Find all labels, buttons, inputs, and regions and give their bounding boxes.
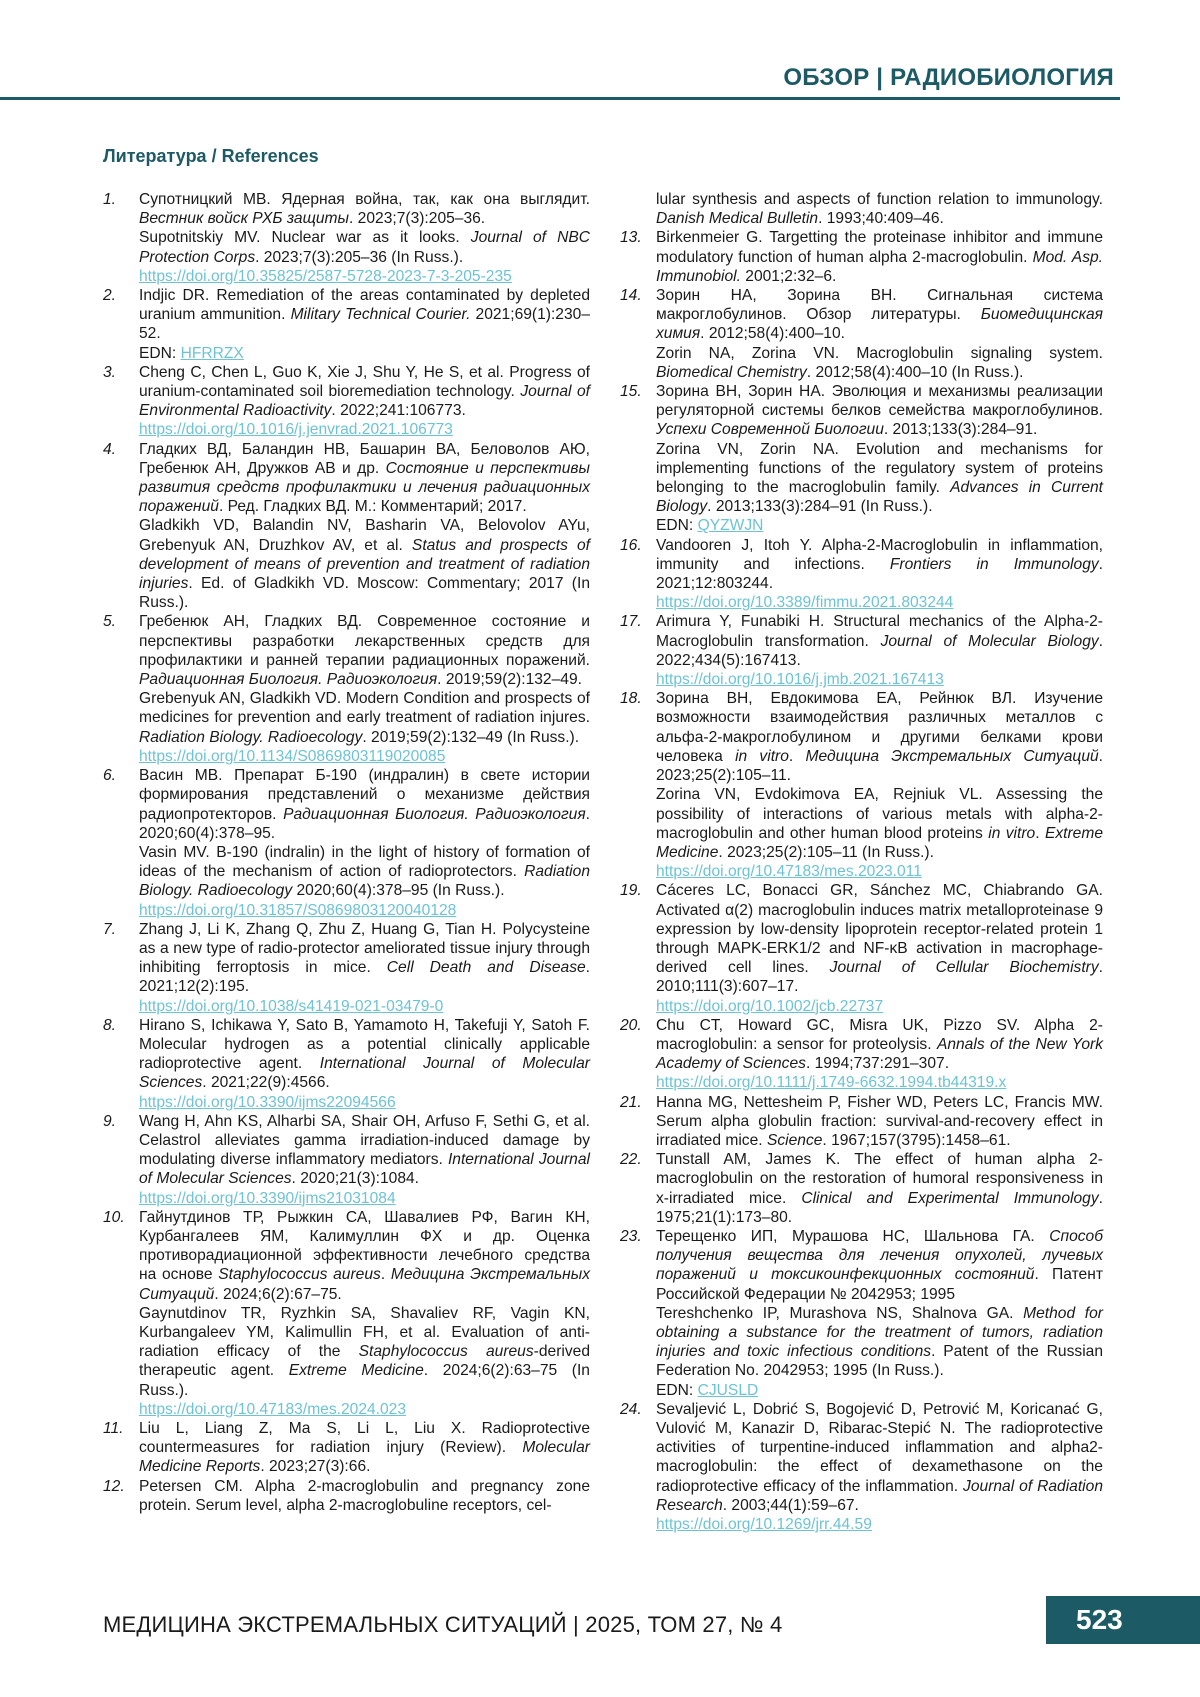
- reference-text: 2021;69(1):230–52.: [139, 306, 590, 343]
- reference-text: . Patent of the Russian Federation No. 2042953; 1995 (In Russ.).: [656, 1343, 1104, 1380]
- reference-body: [656, 1227, 1103, 1400]
- reference-text: -derived therapeutic agent.: [139, 1343, 590, 1380]
- reference-text: Indjic DR. Remediation of the areas contaminated by depleted uranium ammunition.: [139, 287, 590, 324]
- reference-item: [620, 1227, 1103, 1400]
- reference-number: 16.: [620, 536, 642, 554]
- reference-link[interactable]: QYZWJN: [697, 517, 764, 535]
- reference-number: 24.: [620, 1400, 642, 1418]
- reference-text: Chu CT, Howard GC, Misra UK, Pizzo SV. Alpha 2-macroglobulin: a sensor for proteolysis.: [656, 1016, 1103, 1053]
- reference-italic-text: Успехи Современной Биологии: [656, 421, 884, 439]
- reference-body: [656, 286, 1103, 382]
- reference-link[interactable]: HFRRZX: [180, 344, 244, 362]
- reference-number: 14.: [620, 287, 642, 305]
- reference-italic-text: Science: [766, 1131, 823, 1149]
- reference-italic-text: Danish Medical Bulletin: [656, 210, 819, 228]
- reference-number: 9.: [103, 1112, 117, 1130]
- reference-text: . 2012;58(4):400–10 (In Russ.).: [806, 363, 1024, 381]
- reference-text: Васин МВ. Препарат Б-190 (индралин) в свете истории формирования представлений о механизме действия радиопротекторов.: [139, 767, 590, 823]
- reference-text: Petersen CM. Alpha 2-macroglobulin and pregnancy zone protein. Serum level, alpha 2-macroglobuline receptors, cel-: [139, 1477, 590, 1514]
- reference-text: . 2023;25(2):105–11.: [656, 747, 1104, 785]
- reference-text: Tereshchenko IP, Murashova NS, Shalnova GA.: [656, 1304, 1024, 1322]
- reference-item: [103, 766, 590, 920]
- reference-text: Зорина ВН, Евдокимова ЕА, Рейнюк ВЛ. Изучение возможности взаимодействия различных металлов с альфа-2-макроглобулином и другими белками крови человека: [656, 690, 1103, 765]
- reference-text: . 2013;133(3):284–91 (In Russ.).: [707, 498, 933, 516]
- reference-italic-text: International Journal of Molecular Sciences: [139, 1151, 590, 1188]
- reference-item: [620, 382, 1103, 536]
- reference-italic-text: Состояние и перспективы развития средств профилактики и лечения радиационных поражений: [139, 459, 590, 516]
- reference-item: [620, 612, 1103, 689]
- reference-text: . 2021;12(2):195.: [139, 959, 591, 996]
- reference-text: . 2010;111(3):607–17.: [656, 959, 1103, 996]
- reference-text: . Ред. Гладких ВД. М.: Комментарий; 2017.: [218, 498, 527, 516]
- reference-link[interactable]: https://doi.org/10.1002/jcb.22737: [656, 997, 884, 1015]
- reference-number: 18.: [620, 690, 642, 708]
- page-number: 523: [1046, 1596, 1200, 1644]
- reference-number: 3.: [103, 363, 117, 381]
- reference-text: Hirano S, Ichikawa Y, Sato B, Yamamoto H, Takefuji Y, Satoh F. Molecular hydrogen as a potential clinically applicable radioprotective agent.: [139, 1016, 590, 1073]
- reference-item: [620, 286, 1103, 382]
- reference-link[interactable]: https://doi.org/10.1111/j.1749-6632.1994.tb44319.x: [656, 1074, 1007, 1092]
- reference-number: 21.: [620, 1093, 642, 1111]
- reference-body: [656, 1016, 1103, 1093]
- reference-text: 2001;2:32–6.: [740, 267, 837, 285]
- reference-continuation: [620, 190, 1103, 228]
- reference-number: 8.: [103, 1016, 117, 1034]
- reference-text: Grebenyuk AN, Gladkikh VD. Modern Condition and prospects of medicines for prevention and early treatment of radiation injures.: [139, 690, 590, 727]
- reference-text: . 2019;59(2):132–49.: [437, 671, 582, 689]
- reference-text: EDN:: [656, 1381, 698, 1399]
- reference-link[interactable]: CJUSLD: [697, 1381, 759, 1399]
- reference-italic-text: Вестник войск РХБ защиты: [139, 210, 350, 228]
- reference-text: . 2020;60(4):378–95.: [139, 805, 590, 842]
- reference-body: [139, 1419, 590, 1477]
- references-column-right: [620, 190, 1103, 1534]
- reference-item: [620, 536, 1103, 613]
- reference-body: [139, 1477, 590, 1515]
- reference-text: Cáceres LC, Bonacci GR, Sánchez MC, Chiabrando GA. Activated α(2) macroglobulin induces matrix metalloproteinase 9 expression by low-density lipoprotein receptor-related protein 1 through MAPK-ERK1/2 and NF-κB activation in macrophage-derived cell lines.: [656, 882, 1103, 977]
- reference-text: . 2023;27(3):66.: [260, 1458, 371, 1476]
- header-divider: [0, 97, 1120, 100]
- reference-italic-text: Биомедицинская химия: [656, 306, 1103, 343]
- reference-text: . 1994;737:291–307.: [805, 1055, 950, 1073]
- reference-item: [103, 1477, 590, 1515]
- reference-list-right: [620, 228, 1103, 1534]
- reference-text: Tunstall AM, James K. The effect of human alpha 2-macroglobulin on the restoration of humoral responsiveness in x-irradiated mice.: [656, 1151, 1103, 1207]
- reference-body: [139, 920, 590, 1016]
- reference-body: [139, 612, 590, 766]
- reference-item: [620, 689, 1103, 881]
- reference-text: . 2003;44(1):59–67.: [722, 1496, 859, 1514]
- reference-italic-text: Advances in Current Biology: [656, 479, 1104, 516]
- reference-italic-text: Annals of the New York Academy of Sciences: [656, 1035, 1103, 1073]
- reference-text: . Патент Российской Федерации № 2042953; 1995: [656, 1266, 1103, 1303]
- reference-number: 11.: [103, 1420, 124, 1437]
- reference-link[interactable]: https://doi.org/10.1038/s41419-021-03479-0: [139, 997, 444, 1015]
- reference-item: [620, 1093, 1103, 1151]
- reference-italic-text: Military Technical Courier.: [290, 306, 471, 324]
- reference-italic-text: Journal of Radiation Research: [656, 1477, 1103, 1514]
- reference-text: EDN:: [656, 517, 698, 535]
- reference-body: [139, 363, 590, 440]
- reference-text: . 2024;6(2):63–75 (In Russ.).: [139, 1362, 590, 1399]
- reference-italic-text: Staphylococcus aureus: [358, 1343, 534, 1361]
- reference-item: [103, 1112, 590, 1208]
- reference-item: [103, 920, 590, 1016]
- reference-number: 5.: [103, 613, 117, 631]
- reference-text: EDN:: [139, 344, 181, 362]
- reference-text: . 2021;12:803244.: [656, 555, 1104, 593]
- reference-italic-text: Frontiers in Immunology: [889, 555, 1099, 573]
- references-column-left: [103, 190, 590, 1515]
- reference-link[interactable]: https://doi.org/10.35825/2587-5728-2023-7-3-205-235: [139, 267, 512, 285]
- reference-italic-text: Journal of Molecular Biology: [880, 632, 1099, 650]
- reference-item: [103, 440, 590, 613]
- reference-body: [139, 1112, 590, 1208]
- reference-italic-text: Медицина Экстремальных Ситуаций: [805, 747, 1099, 765]
- reference-text: . 2023;25(2):105–11 (In Russ.).: [718, 843, 934, 861]
- reference-text: Liu L, Liang Z, Ma S, Li L, Liu X. Radioprotective countermeasures for radiation injury (Review).: [139, 1420, 590, 1457]
- reference-italic-text: Способ получения вещества для лечения опухолей, лучевых поражений и токсикоинфекционных состояний: [656, 1227, 1103, 1284]
- reference-text: Arimura Y, Funabiki H. Structural mechanics of the Alpha-2-Macroglobulin transformation.: [656, 613, 1103, 650]
- reference-italic-text: Staphylococcus aureus: [218, 1266, 381, 1284]
- reference-link[interactable]: https://doi.org/10.3389/fimmu.2021.803244: [656, 594, 954, 612]
- reference-italic-text: Journal of NBC Protection Corps: [139, 229, 590, 266]
- reference-number: 17.: [620, 613, 642, 631]
- reference-text: . 2024;6(2):67–75.: [214, 1285, 342, 1303]
- reference-body: [139, 766, 590, 920]
- reference-item: [103, 286, 590, 363]
- reference-italic-text: Radiation Biology. Radioecology: [139, 728, 363, 746]
- reference-text: Vandooren J, Itoh Y. Alpha-2-Macroglobulin in inflammation, immunity and infections.: [656, 536, 1103, 573]
- reference-text: . 2022;241:106773.: [331, 402, 466, 420]
- reference-item: [620, 1016, 1103, 1093]
- reference-text: lular synthesis and aspects of function relation to immunology.: [656, 191, 1103, 208]
- reference-text: . 1967;157(3795):1458–61.: [822, 1131, 1011, 1149]
- reference-item: [103, 1419, 590, 1477]
- reference-text: Zorin NA, Zorina VN. Macroglobulin signaling system.: [656, 344, 1103, 362]
- reference-italic-text: in vitro: [988, 824, 1036, 842]
- reference-number: 13.: [620, 229, 642, 247]
- reference-text: Супотницкий МВ. Ядерная война, так, как она выглядит.: [139, 191, 590, 208]
- reference-link[interactable]: https://doi.org/10.3390/ijms21031084: [139, 1189, 396, 1207]
- reference-text: Гладких ВД, Баландин НВ, Башарин ВА, Беловолов АЮ, Гребенюк АН, Дружков АВ и др.: [139, 440, 590, 477]
- reference-italic-text: Radiation Biology. Radioecology: [139, 863, 590, 900]
- reference-text: .: [380, 1266, 391, 1284]
- reference-link[interactable]: https://doi.org/10.3390/ijms22094566: [139, 1093, 396, 1111]
- reference-italic-text: Method for obtaining a substance for the treatment of tumors, radiation injuries and toxic infectious conditions: [656, 1304, 1103, 1361]
- reference-number: 6.: [103, 767, 117, 785]
- reference-text: . 2021;22(9):4566.: [202, 1074, 330, 1092]
- reference-number: 2.: [103, 287, 117, 305]
- reference-link[interactable]: https://doi.org/10.47183/mes.2024.023: [139, 1400, 407, 1418]
- reference-body: [139, 1208, 590, 1419]
- reference-italic-text: Extreme Medicine: [288, 1362, 424, 1380]
- reference-italic-text: Медицина Экстремальных Ситуаций: [139, 1266, 591, 1303]
- reference-body: [656, 382, 1103, 536]
- reference-item: [620, 1400, 1103, 1534]
- reference-text: Cheng C, Chen L, Guo K, Xie J, Shu Y, He S, et al. Progress of uranium-contaminated soil bioremediation technology.: [139, 363, 590, 401]
- reference-item: [620, 881, 1103, 1015]
- reference-body: [139, 286, 590, 363]
- reference-body: [656, 881, 1103, 1015]
- reference-body: [656, 228, 1103, 286]
- reference-text: Birkenmeier G. Targetting the proteinase inhibitor and immune modulatory function of human alpha 2-macroglobulin.: [656, 229, 1103, 266]
- reference-text: . 2019;59(2):132–49 (In Russ.).: [362, 728, 580, 746]
- reference-text: Терещенко ИП, Мурашова НС, Шальнова ГА.: [656, 1227, 1050, 1245]
- reference-text: . 1993;40:409–46.: [818, 210, 944, 228]
- reference-italic-text: Cell Death and Disease: [386, 959, 586, 977]
- references-heading: Литература / References: [103, 146, 319, 166]
- reference-italic-text: Status and prospects of development of means of prevention and treatment of radiation injuries: [139, 536, 590, 593]
- reference-text: Гребенюк АН, Гладких ВД. Современное состояние и перспективы разработки лекарственных средств для профилактики и ранней терапии радиационных поражений.: [139, 613, 590, 669]
- reference-text: Zhang J, Li K, Zhang Q, Zhu Z, Huang G, Tian H. Polycysteine as a new type of radio-protector ameliorated tissue injury through inhibiting ferroptosis in mice.: [139, 920, 590, 977]
- reference-number: 12.: [103, 1477, 125, 1495]
- reference-text: . 2022;434(5):167413.: [656, 632, 1104, 669]
- reference-number: 10.: [103, 1208, 125, 1226]
- reference-text: Vasin MV. B-190 (indralin) in the light of history of formation of ideas of the mechanism of action of radioprotectors.: [139, 843, 590, 881]
- reference-body: [139, 1016, 590, 1112]
- reference-text: . 2012;58(4):400–10.: [700, 325, 845, 343]
- reference-number: 1.: [103, 191, 117, 208]
- reference-text: Sevaljević L, Dobrić S, Bogojević D, Petrović M, Koricanać G, Vulović M, Kanazir D, Ribarac-Stepić N. The radioprotective activities of turpentine-induced inflammation and alpha2-macroglobulin: the effect of dexamethasone on the radioprotective efficacy of the inflammation.: [656, 1400, 1103, 1495]
- reference-italic-text: Molecular Medicine Reports: [139, 1439, 590, 1476]
- reference-italic-text: Mod. Asp. Immunobiol.: [656, 248, 1104, 285]
- reference-body: [139, 190, 590, 286]
- reference-item: [103, 363, 590, 440]
- reference-italic-text: Clinical and Experimental Immunology: [801, 1189, 1099, 1207]
- reference-item: [103, 1208, 590, 1419]
- reference-link[interactable]: https://doi.org/10.31857/S0869803120040128: [139, 901, 457, 919]
- reference-number: 23.: [620, 1227, 642, 1245]
- reference-link[interactable]: https://doi.org/10.1134/S0869803119020085: [139, 747, 446, 765]
- reference-body: [656, 536, 1103, 613]
- reference-text: Zorina VN, Evdokimova EA, Rejniuk VL. Assessing the possibility of interactions of various metals with alpha-2-macroglobulin and other human blood proteins: [656, 786, 1103, 842]
- reference-italic-text: Радиационная Биология. Радиоэкология: [139, 671, 438, 689]
- reference-body: [656, 1093, 1103, 1151]
- reference-italic-text: Biomedical Chemistry: [656, 363, 807, 381]
- reference-italic-text: Journal of Environmental Radioactivity: [139, 383, 590, 420]
- reference-number: 20.: [620, 1016, 642, 1034]
- reference-text: . Ed. of Gladkikh VD. Moscow: Commentary; 2017 (In Russ.).: [139, 575, 590, 612]
- reference-text: Gladkikh VD, Balandin NV, Basharin VA, Belovolov AYu, Grebenyuk AN, Druzhkov AV, et al.: [139, 517, 590, 554]
- reference-body: [656, 612, 1103, 689]
- reference-link[interactable]: https://doi.org/10.1016/j.jmb.2021.167413: [656, 671, 944, 689]
- reference-body: [656, 689, 1103, 881]
- reference-text: 2020;60(4):378–95 (In Russ.).: [292, 882, 505, 900]
- reference-text: . 1975;21(1):173–80.: [656, 1189, 1103, 1226]
- reference-item: [103, 190, 590, 286]
- reference-text: .: [1035, 824, 1045, 842]
- reference-italic-text: Радиационная Биология. Радиоэкология: [283, 805, 586, 823]
- reference-list-left: [103, 190, 590, 1515]
- reference-italic-text: in vitro: [735, 747, 789, 765]
- reference-number: 22.: [620, 1151, 642, 1169]
- reference-item: [103, 1016, 590, 1112]
- reference-text: Zorina VN, Zorin NA. Evolution and mechanisms for implementing functions of the regulatory system of proteins belonging to the macroglobulin family.: [656, 440, 1103, 497]
- reference-text: .: [788, 747, 806, 765]
- reference-italic-text: International Journal of Molecular Sciences: [139, 1055, 590, 1092]
- reference-body: [656, 1150, 1103, 1227]
- reference-link[interactable]: https://doi.org/10.1016/j.jenvrad.2021.106773: [139, 421, 453, 439]
- reference-text: Gaynutdinov TR, Ryzhkin SA, Shavaliev RF, Vagin KN, Kurbangaleev YM, Kalimullin FH, et al. Evaluation of anti-radiation efficacy of the: [139, 1304, 590, 1361]
- reference-text: . 2020;21(3):1084.: [291, 1170, 419, 1188]
- reference-text: . 2013;133(3):284–91.: [883, 421, 1038, 439]
- reference-text: . 2023;7(3):205–36.: [349, 210, 486, 228]
- reference-text: Зорина ВН, Зорин НА. Эволюция и механизмы реализации регуляторной системы белков семейства макроглобулинов.: [656, 383, 1103, 420]
- reference-number: 4.: [103, 440, 117, 458]
- reference-number: 19.: [620, 882, 642, 900]
- journal-footer: МЕДИЦИНА ЭКСТРЕМАЛЬНЫХ СИТУАЦИЙ | 2025, ТОМ 27, № 4: [103, 1612, 783, 1637]
- reference-number: 7.: [103, 920, 117, 938]
- section-header: ОБЗОР | РАДИОБИОЛОГИЯ: [783, 64, 1114, 91]
- reference-text: Wang H, Ahn KS, Alharbi SA, Shair OH, Arfuso F, Sethi G, et al. Celastrol alleviates gamma irradiation-induced damage by modulating diverse inflammatory mediators.: [139, 1112, 590, 1169]
- reference-text: Зорин НА, Зорина ВН. Сигнальная система макроглобулинов. Обзор литературы.: [656, 287, 1103, 324]
- reference-item: [620, 228, 1103, 286]
- reference-item: [620, 1150, 1103, 1227]
- reference-text: Hanna MG, Nettesheim P, Fisher WD, Peters LC, Francis MW. Serum alpha globulin fraction: survival-and-recovery effect in irradiated mice.: [656, 1093, 1103, 1149]
- reference-text: Supotnitskiy MV. Nuclear war as it looks.: [139, 229, 471, 247]
- reference-italic-text: Extreme Medicine: [656, 824, 1103, 861]
- reference-body: [139, 440, 590, 613]
- reference-link[interactable]: https://doi.org/10.47183/mes.2023.011: [656, 863, 922, 881]
- reference-item: [103, 612, 590, 766]
- reference-link[interactable]: https://doi.org/10.1269/jrr.44.59: [656, 1516, 872, 1534]
- reference-text: . 2023;7(3):205–36 (In Russ.).: [255, 248, 464, 266]
- reference-text: Гайнутдинов ТР, Рыжкин СА, Шавалиев РФ, Вагин КН, Курбангалеев ЯМ, Калимуллин ФХ и др. Оценка противорадиационной эффективности лечебного средства на основе: [139, 1208, 590, 1284]
- reference-body: [656, 1400, 1103, 1534]
- reference-italic-text: Journal of Cellular Biochemistry: [829, 959, 1099, 977]
- reference-number: 15.: [620, 383, 642, 401]
